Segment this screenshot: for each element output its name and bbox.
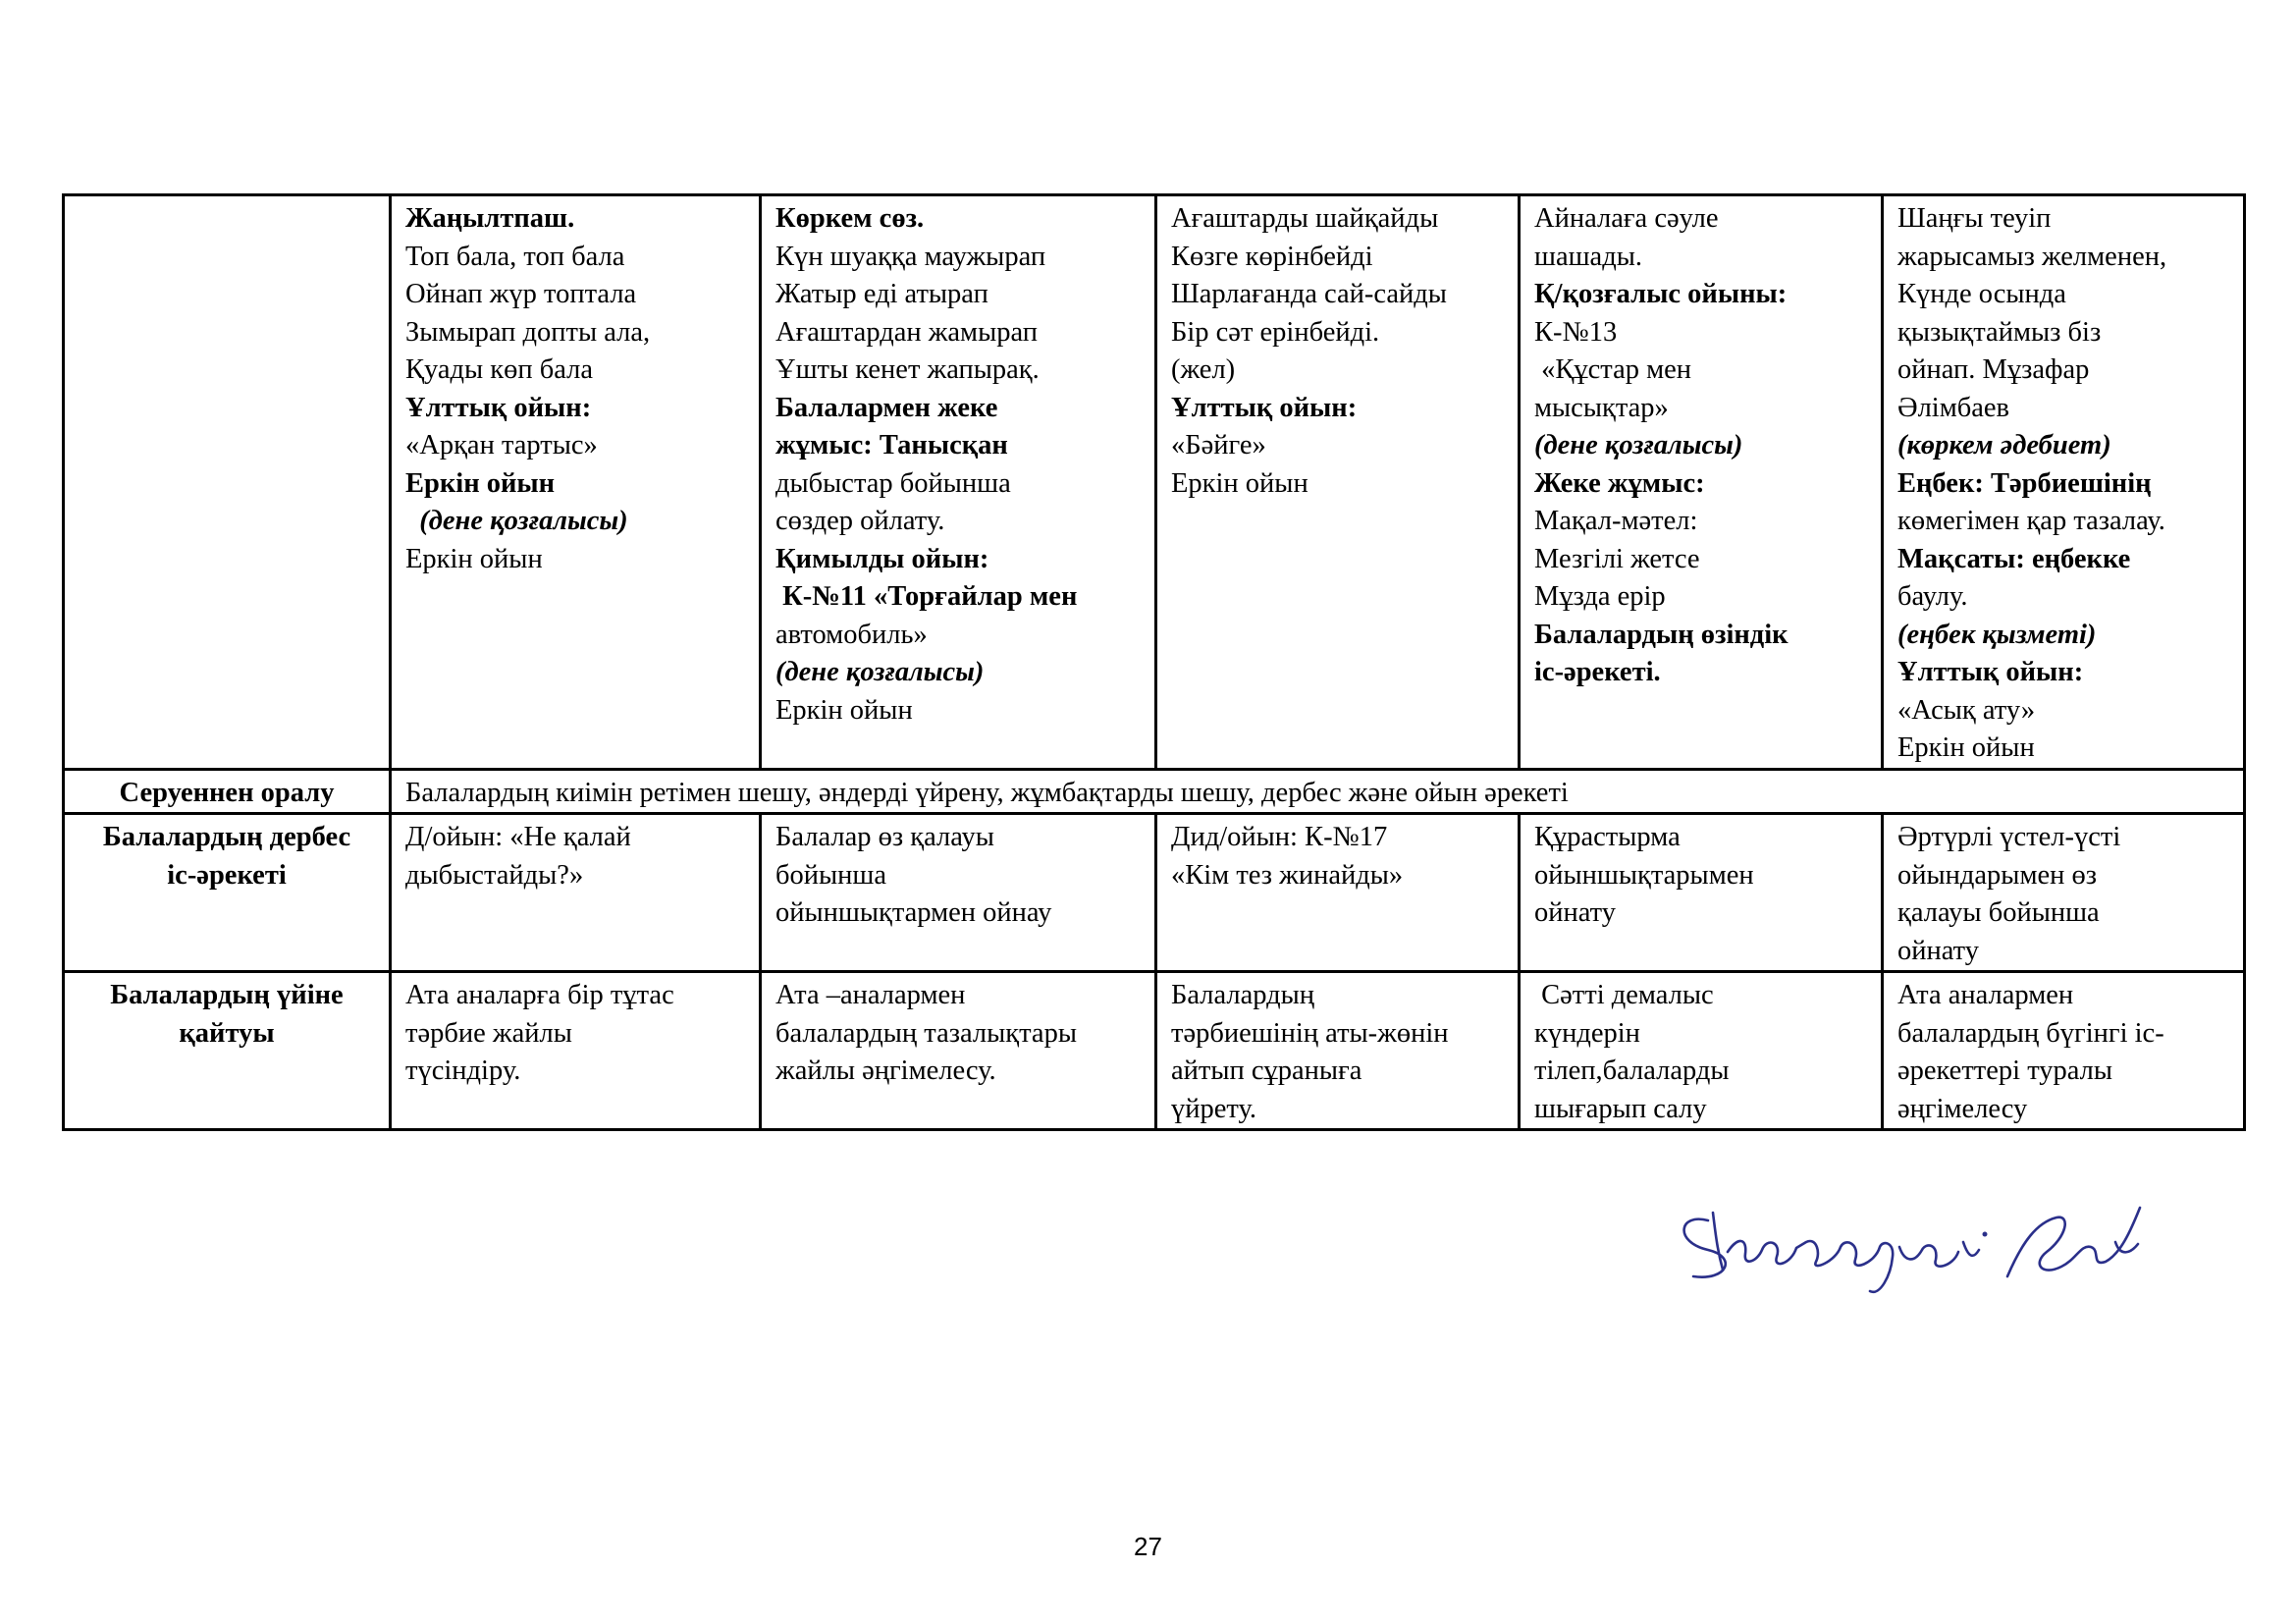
cell-line: (жел) xyxy=(1171,354,1236,385)
cell-line: Жеке жұмыс: xyxy=(1534,467,1705,499)
cell-line: қалауы бойынша xyxy=(1897,897,2100,928)
cell-line: Еркін ойын xyxy=(405,467,556,499)
cell-line: мысықтар» xyxy=(1534,392,1669,423)
cell-line: Балалармен жеке xyxy=(775,392,998,423)
cell-line: балалардың тазалықтары xyxy=(775,1017,1077,1049)
cell-line: іс-әрекеті. xyxy=(1534,657,1661,687)
cell-line: әңгімелесу xyxy=(1897,1093,2028,1124)
cell-line: шығарып салу xyxy=(1534,1093,1707,1124)
cell-line: Еркін ойын xyxy=(1897,732,2035,763)
cell-line: тәрбиешінің аты-жөнін xyxy=(1171,1017,1449,1049)
independent-cell-5 xyxy=(1883,814,2245,972)
cell-line: Мезгілі жетсе xyxy=(1534,543,1700,574)
handwritten-signature xyxy=(1669,1183,2179,1311)
cell-line: «Асық ату» xyxy=(1897,694,2036,726)
going-home-cell-1 xyxy=(391,972,761,1130)
cell-line: ойнату xyxy=(1534,897,1616,928)
cell-line: Жатыр еді атырап xyxy=(775,279,988,309)
cell-line: дыбыстайды?» xyxy=(405,859,584,891)
cell-line: Ұлттық ойын: xyxy=(1897,657,2084,687)
cell-line: Еркін ойын xyxy=(775,694,913,726)
cell-line: К-№13 xyxy=(1534,316,1618,348)
going-home-row xyxy=(64,972,2245,1130)
cell-line: Бір сәт ерінбейді. xyxy=(1171,316,1380,348)
walk-row-label xyxy=(64,195,391,770)
cell-line: Ата аналарға бір тұтас xyxy=(405,980,674,1010)
independent-cell-2 xyxy=(761,814,1156,972)
return-walk-label: Серуеннен оралу xyxy=(64,769,391,814)
cell-line: (дене қозғалысы) xyxy=(1534,430,1743,460)
going-home-cell-3 xyxy=(1156,972,1520,1130)
cell-line: Ойнап жүр топтала xyxy=(405,279,637,309)
cell-line: Қуады көп бала xyxy=(405,354,594,385)
cell-line: (көркем әдебиет) xyxy=(1897,430,2111,460)
independent-cell-3 xyxy=(1156,814,1520,972)
cell-line: күндерін xyxy=(1534,1017,1640,1049)
walk-cell-4 xyxy=(1520,195,1883,770)
cell-line: Айналаға сәуле xyxy=(1534,203,1719,234)
cell-line: тәрбие жайлы xyxy=(405,1017,572,1049)
cell-line: шашады. xyxy=(1534,241,1642,272)
cell-line: үйрету. xyxy=(1171,1093,1257,1124)
cell-line: Балалардың xyxy=(1171,980,1315,1010)
cell-line: Жаңылтпаш. xyxy=(405,203,575,234)
return-walk-text: Балалардың киімін ретімен шешу, әндерді үйрену, жұмбақтарды шешу, дербес және ойын әрекеті xyxy=(391,769,2245,814)
cell-line: Күнде осында xyxy=(1897,279,2066,309)
going-home-cell-5 xyxy=(1883,972,2245,1130)
cell-line: ойнап. Мұзафар xyxy=(1897,354,2090,385)
cell-line: «Құстар мен xyxy=(1534,354,1692,385)
cell-line: Топ бала, топ бала xyxy=(405,241,625,272)
cell-line: Балалар өз қалауы xyxy=(775,822,994,852)
cell-line: әрекеттері туралы xyxy=(1897,1056,2113,1086)
cell-line: К-№11 «Торғайлар мен xyxy=(775,581,1078,612)
cell-line: (еңбек қызметі) xyxy=(1897,619,2097,650)
cell-line: дыбыстар бойынша xyxy=(775,467,1011,499)
cell-line: айтып сұранығa xyxy=(1171,1056,1362,1086)
daily-plan-table xyxy=(62,193,2246,1131)
cell-line: Шарлағанда сай-сайды xyxy=(1171,279,1447,309)
cell-line: Қимылды ойын: xyxy=(775,543,989,574)
cell-line: Мақал-мәтел: xyxy=(1534,506,1698,536)
cell-line: Ағаштардан жамырап xyxy=(775,316,1039,348)
going-home-label xyxy=(64,972,391,1130)
cell-line: қызықтаймыз біз xyxy=(1897,316,2102,348)
cell-line: Көркем сөз. xyxy=(775,203,925,234)
cell-line: Д/ойын: «Не қалай xyxy=(405,822,631,852)
cell-line: Күн шуаққа маужырап xyxy=(775,241,1046,272)
cell-line: Дид/ойын: К-№17 xyxy=(1171,822,1388,852)
going-home-cell-2 xyxy=(761,972,1156,1130)
cell-line: Көзге көрінбейді xyxy=(1171,241,1373,272)
cell-line: «Кім тез жинайды» xyxy=(1171,859,1404,891)
cell-line: Мұзда ерір xyxy=(1534,581,1666,612)
cell-line: Еңбек: Тәрбиешінің xyxy=(1897,467,2152,499)
cell-line: Ұлттық ойын: xyxy=(405,392,592,423)
cell-line: көмегімен қар тазалау. xyxy=(1897,506,2165,536)
cell-line: ойындарымен өз xyxy=(1897,859,2098,891)
cell-line: Балалардың дербес xyxy=(102,822,351,852)
cell-line: ойыншықтарымен xyxy=(1534,859,1754,891)
cell-line: ойыншықтармен ойнау xyxy=(775,897,1052,928)
cell-line: бойынша xyxy=(775,859,886,891)
cell-line: Зымырап допты ала, xyxy=(405,316,651,348)
cell-line: (дене қозғалысы) xyxy=(775,657,985,687)
cell-line: жарысамыз желменен, xyxy=(1897,241,2167,272)
walk-cell-3 xyxy=(1156,195,1520,770)
cell-line: сөздер ойлату. xyxy=(775,506,945,536)
walk-cell-2 xyxy=(761,195,1156,770)
cell-line: Ұлттық ойын: xyxy=(1171,392,1358,423)
independent-cell-1 xyxy=(391,814,761,972)
page-number: 27 xyxy=(1134,1532,1162,1561)
walk-cell-1 xyxy=(391,195,761,770)
going-home-cell-4 xyxy=(1520,972,1883,1130)
cell-line: Ата –аналармен xyxy=(775,980,966,1010)
cell-line: Ұшты кенет жапырақ. xyxy=(775,354,1040,385)
cell-line: Ата аналармен xyxy=(1897,980,2074,1010)
cell-line: автомобиль» xyxy=(775,619,928,650)
cell-line: балалардың бүгінгі іс- xyxy=(1897,1017,2164,1049)
cell-line: баулу. xyxy=(1897,581,1968,612)
cell-line: (дене қозғалысы) xyxy=(405,506,628,536)
independent-activity-row xyxy=(64,814,2245,972)
cell-line: ойнату xyxy=(1897,935,1979,966)
cell-line: «Бәйге» xyxy=(1171,430,1266,460)
cell-line: Қ/қозғалыс ойыны: xyxy=(1534,279,1788,309)
cell-line: қайтуы xyxy=(179,1017,275,1049)
cell-line: жұмыс: Танысқан xyxy=(775,430,1008,460)
independent-cell-4 xyxy=(1520,814,1883,972)
cell-line: Еркін ойын xyxy=(1171,467,1308,499)
cell-line: Еркін ойын xyxy=(405,543,543,574)
cell-line: Балалардың үйіне xyxy=(110,980,344,1010)
cell-line: жайлы әңгімелесу. xyxy=(775,1056,996,1086)
cell-line: Ағаштарды шайқайды xyxy=(1171,203,1439,234)
cell-line: Сәтті демалыс xyxy=(1534,980,1714,1010)
cell-line: Құрастырма xyxy=(1534,822,1681,852)
cell-line: Әртүрлі үстел-үсті xyxy=(1897,822,2121,852)
cell-line: Шаңғы теуіп xyxy=(1897,203,2052,234)
cell-line: түсіндіру. xyxy=(405,1056,521,1086)
cell-line: Әлімбаев xyxy=(1897,392,2010,423)
return-walk-row xyxy=(64,769,2245,814)
cell-line: іс-әрекеті xyxy=(167,859,287,891)
walk-activities-row xyxy=(64,195,2245,770)
cell-line: «Арқан тартыс» xyxy=(405,430,598,460)
independent-activity-label xyxy=(64,814,391,972)
cell-line: Балалардың өзіндік xyxy=(1534,619,1789,650)
cell-line: тілеп,балаларды xyxy=(1534,1056,1730,1086)
cell-line: Мақсаты: еңбекке xyxy=(1897,543,2131,574)
walk-cell-5 xyxy=(1883,195,2245,770)
